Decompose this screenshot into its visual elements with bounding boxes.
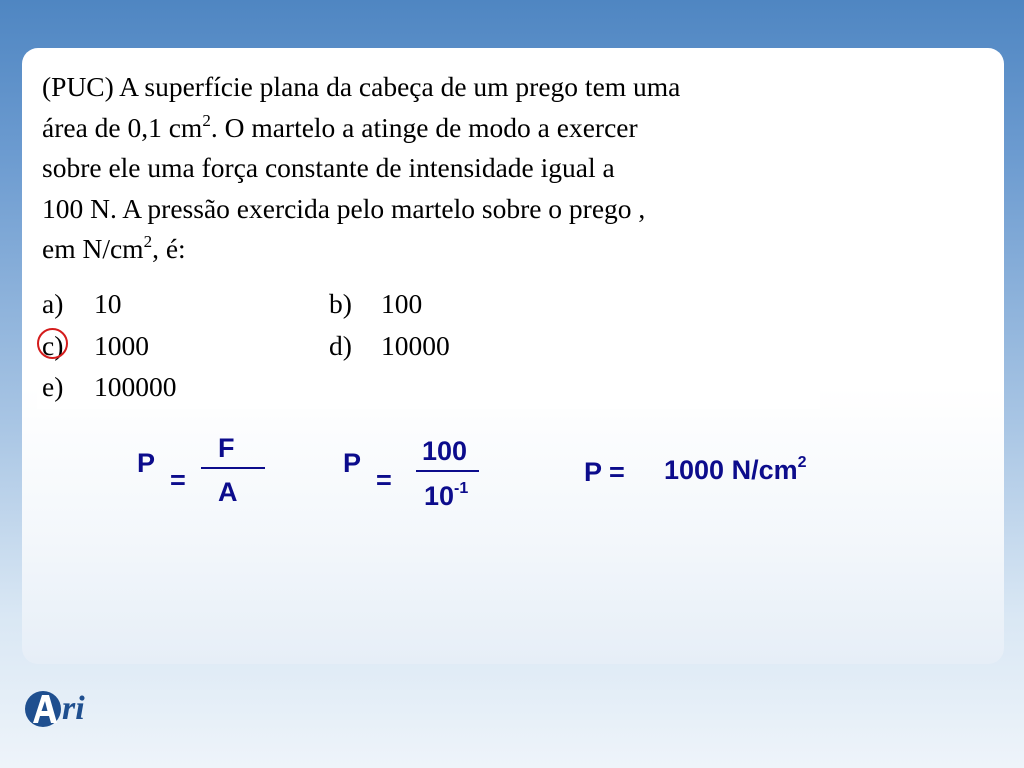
option-e: e) 100000 [42, 371, 177, 402]
formula1-numerator: F [218, 433, 235, 463]
option-a: a) 10 [42, 288, 122, 319]
formula1-fraction-bar [201, 467, 265, 469]
formula2-fraction-bar [416, 470, 479, 472]
formula1-equals: = [170, 465, 186, 495]
question-line-1: (PUC) A superfície plana da cabeça de um prego tem uma [42, 71, 681, 102]
formula1-denominator: A [218, 477, 238, 507]
formula3-result: 1000 $N/cm^2$ [664, 454, 807, 485]
option-d: d) 10000 [329, 330, 450, 361]
question-line-3: sobre ele uma força constante de intensidade igual a [42, 152, 615, 183]
formula2-equals: = [376, 465, 392, 495]
formula2-numerator: 100 [422, 436, 468, 466]
question-line-4: 100 N. A pressão exercida pelo martelo sobre o prego , [42, 192, 646, 224]
answer-circle-mark [37, 328, 68, 359]
ari-logo-icon [22, 683, 112, 735]
question-image [37, 55, 820, 409]
question-text [42, 67, 814, 270]
question-line-2: área de 0,1 $cm^2$. O martelo a atinge de modo a exercer [42, 110, 638, 143]
logo-text: ri [62, 690, 85, 727]
question-line-5: em $N/cm^2$, é: [42, 232, 186, 264]
formula3-lhs: P = [584, 457, 625, 487]
option-b: b) 100 [329, 288, 423, 319]
option-c: c) 1000 [42, 330, 149, 361]
formula2-lhs: P [343, 448, 362, 478]
formula1-lhs: P [137, 448, 156, 478]
formula2-denominator: $10^{-1}$ [424, 480, 469, 511]
